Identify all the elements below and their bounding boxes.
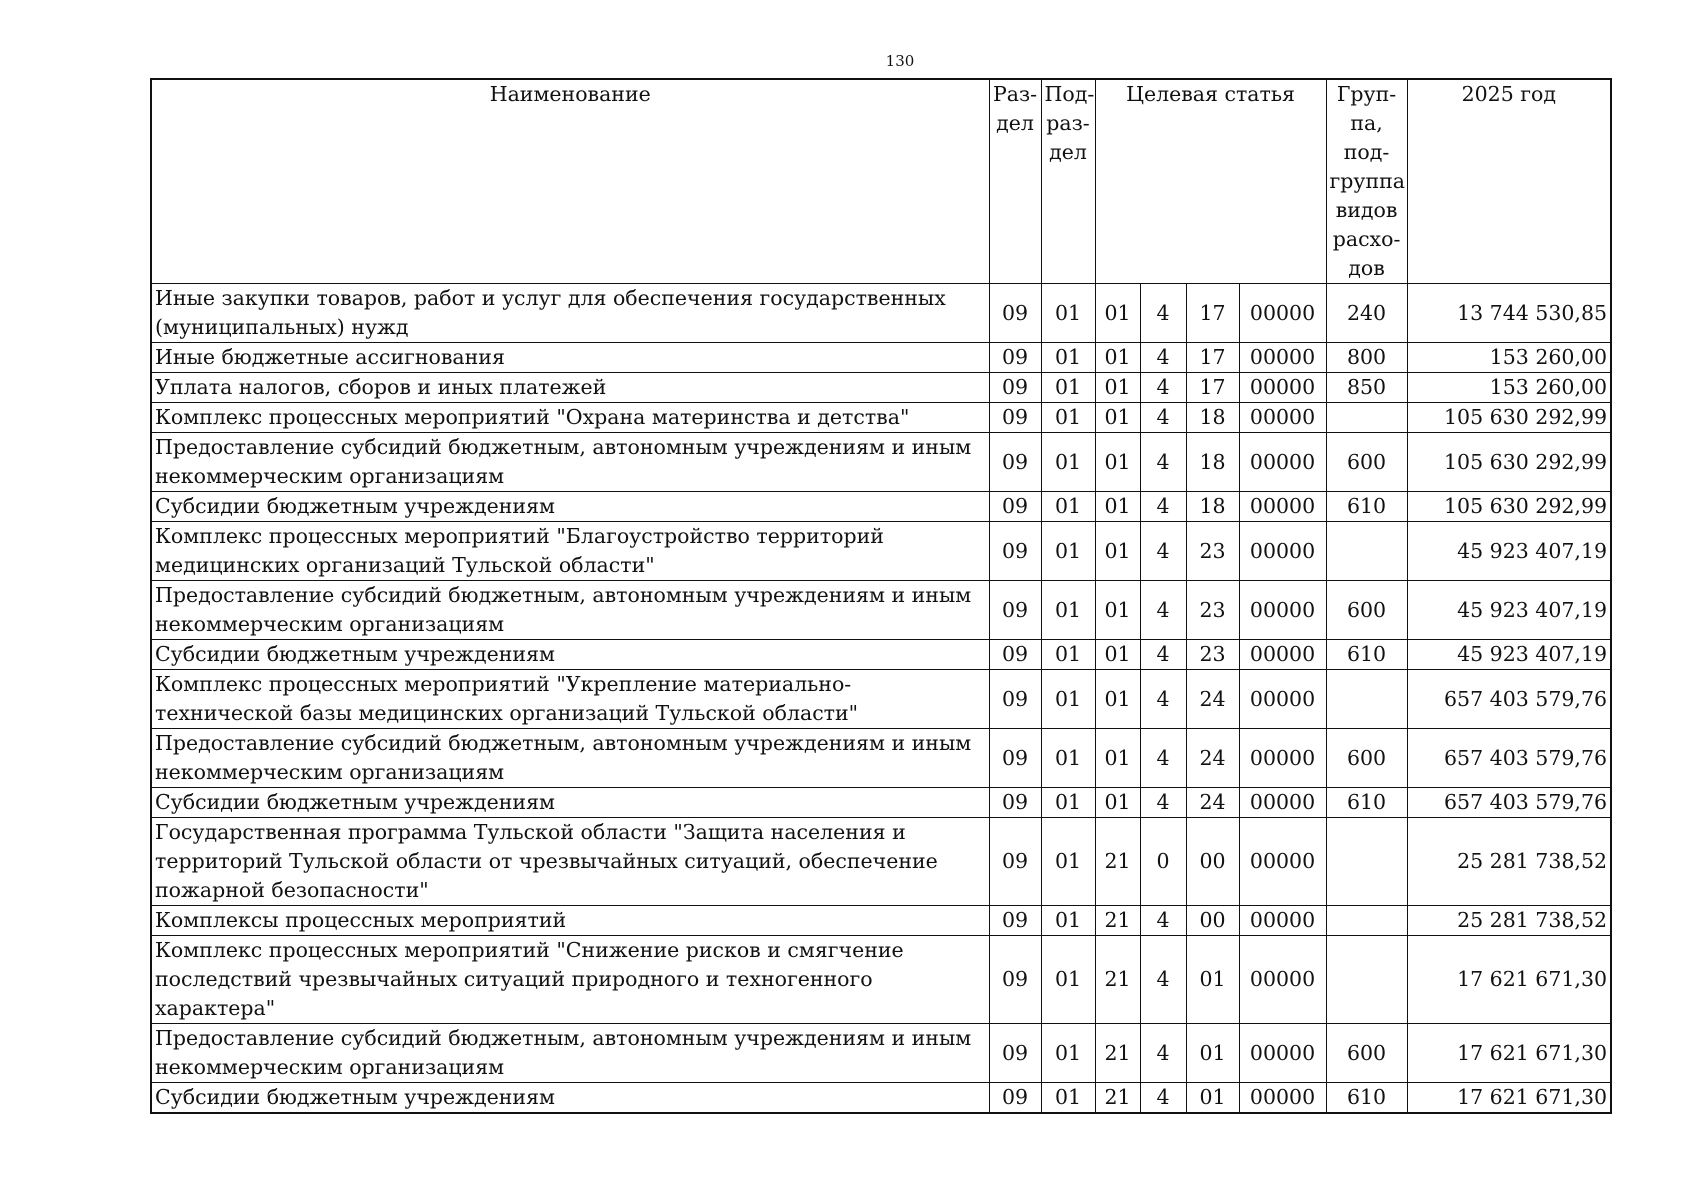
row-podrazdel: 01 (1041, 433, 1095, 492)
row-name: Предоставление субсидий бюджетным, автономным учреждениям и иным некоммерческим организациям (151, 581, 989, 640)
table-row (151, 343, 1611, 373)
row-target-subprogram: 00 (1186, 818, 1239, 906)
row-razdel: 09 (989, 492, 1041, 522)
row-podrazdel: 01 (1041, 1024, 1095, 1083)
row-target-direction: 00000 (1239, 729, 1326, 788)
header-podrazdel (1041, 79, 1095, 284)
row-podrazdel: 01 (1041, 343, 1095, 373)
row-name: Предоставление субсидий бюджетным, автономным учреждениям и иным некоммерческим организациям (151, 1024, 989, 1083)
row-name: Иные бюджетные ассигнования (151, 343, 989, 373)
row-podrazdel: 01 (1041, 403, 1095, 433)
row-expense-group: 850 (1326, 373, 1407, 403)
row-razdel: 09 (989, 788, 1041, 818)
row-expense-group: 610 (1326, 788, 1407, 818)
header-razdel (989, 79, 1041, 284)
table-row (151, 1083, 1611, 1114)
row-target-direction: 00000 (1239, 343, 1326, 373)
row-amount: 45 923 407,19 (1407, 522, 1611, 581)
table-row (151, 729, 1611, 788)
table-row (151, 1024, 1611, 1083)
row-razdel: 09 (989, 284, 1041, 343)
row-target-type: 4 (1140, 492, 1186, 522)
row-target-program: 01 (1095, 670, 1140, 729)
row-name: Комплекс процессных мероприятий "Благоустройство территорий медицинских организаций Тульской области" (151, 522, 989, 581)
row-target-direction: 00000 (1239, 818, 1326, 906)
row-target-direction: 00000 (1239, 522, 1326, 581)
row-target-type: 4 (1140, 1083, 1186, 1114)
row-podrazdel: 01 (1041, 788, 1095, 818)
header-razdel-text: Раз-дел (992, 82, 1038, 135)
row-target-type: 4 (1140, 936, 1186, 1024)
row-target-type: 4 (1140, 670, 1186, 729)
row-podrazdel: 01 (1041, 640, 1095, 670)
row-target-direction: 00000 (1239, 1024, 1326, 1083)
row-razdel: 09 (989, 1024, 1041, 1083)
row-amount: 45 923 407,19 (1407, 581, 1611, 640)
row-podrazdel: 01 (1041, 492, 1095, 522)
row-target-subprogram: 01 (1186, 936, 1239, 1024)
row-target-subprogram: 00 (1186, 906, 1239, 936)
row-target-type: 4 (1140, 373, 1186, 403)
row-target-subprogram: 23 (1186, 640, 1239, 670)
row-razdel: 09 (989, 1083, 1041, 1114)
row-razdel: 09 (989, 433, 1041, 492)
row-amount: 105 630 292,99 (1407, 403, 1611, 433)
table-row (151, 670, 1611, 729)
row-amount: 17 621 671,30 (1407, 1083, 1611, 1114)
row-target-type: 4 (1140, 403, 1186, 433)
row-razdel: 09 (989, 670, 1041, 729)
row-podrazdel: 01 (1041, 670, 1095, 729)
table-row (151, 906, 1611, 936)
row-amount: 13 744 530,85 (1407, 284, 1611, 343)
header-group (1326, 79, 1407, 284)
row-name: Субсидии бюджетным учреждениям (151, 1083, 989, 1114)
row-razdel: 09 (989, 936, 1041, 1024)
row-amount: 17 621 671,30 (1407, 936, 1611, 1024)
row-target-type: 4 (1140, 581, 1186, 640)
table-row (151, 284, 1611, 343)
row-target-program: 21 (1095, 906, 1140, 936)
row-podrazdel: 01 (1041, 1083, 1095, 1114)
row-target-subprogram: 18 (1186, 492, 1239, 522)
row-target-direction: 00000 (1239, 1083, 1326, 1114)
table-row (151, 373, 1611, 403)
row-amount: 153 260,00 (1407, 343, 1611, 373)
row-target-type: 4 (1140, 1024, 1186, 1083)
budget-table (150, 78, 1612, 1114)
row-target-subprogram: 18 (1186, 403, 1239, 433)
table-row (151, 788, 1611, 818)
row-podrazdel: 01 (1041, 522, 1095, 581)
table-row (151, 581, 1611, 640)
row-target-type: 4 (1140, 906, 1186, 936)
row-expense-group: 600 (1326, 729, 1407, 788)
row-target-subprogram: 17 (1186, 343, 1239, 373)
row-target-direction: 00000 (1239, 492, 1326, 522)
row-target-direction: 00000 (1239, 581, 1326, 640)
row-target-program: 01 (1095, 492, 1140, 522)
row-target-subprogram: 01 (1186, 1083, 1239, 1114)
row-expense-group: 600 (1326, 1024, 1407, 1083)
row-name: Государственная программа Тульской области "Защита населения и территорий Тульской области от чрезвычайных ситуаций, обеспечение пожарной безопасности" (151, 818, 989, 906)
row-target-direction: 00000 (1239, 433, 1326, 492)
row-target-direction: 00000 (1239, 284, 1326, 343)
row-name: Субсидии бюджетным учреждениям (151, 492, 989, 522)
header-row (151, 79, 1611, 284)
row-expense-group (1326, 670, 1407, 729)
row-expense-group (1326, 522, 1407, 581)
row-target-program: 21 (1095, 1024, 1140, 1083)
row-amount: 657 403 579,76 (1407, 670, 1611, 729)
row-target-type: 4 (1140, 729, 1186, 788)
table-body (151, 284, 1611, 1114)
row-target-subprogram: 23 (1186, 522, 1239, 581)
row-razdel: 09 (989, 403, 1041, 433)
row-amount: 105 630 292,99 (1407, 433, 1611, 492)
row-name: Комплексы процессных мероприятий (151, 906, 989, 936)
row-name: Субсидии бюджетным учреждениям (151, 788, 989, 818)
row-target-subprogram: 24 (1186, 729, 1239, 788)
row-expense-group: 610 (1326, 1083, 1407, 1114)
row-target-subprogram: 01 (1186, 1024, 1239, 1083)
row-podrazdel: 01 (1041, 581, 1095, 640)
row-expense-group (1326, 403, 1407, 433)
row-amount: 153 260,00 (1407, 373, 1611, 403)
row-amount: 45 923 407,19 (1407, 640, 1611, 670)
row-target-program: 01 (1095, 343, 1140, 373)
row-target-type: 4 (1140, 284, 1186, 343)
row-razdel: 09 (989, 522, 1041, 581)
row-name: Комплекс процессных мероприятий "Охрана материнства и детства" (151, 403, 989, 433)
header-group-text: Груп-па, под-группа видов расхо-дов (1329, 82, 1406, 280)
row-name: Предоставление субсидий бюджетным, автономным учреждениям и иным некоммерческим организациям (151, 433, 989, 492)
row-target-program: 21 (1095, 936, 1140, 1024)
row-razdel: 09 (989, 581, 1041, 640)
row-amount: 17 621 671,30 (1407, 1024, 1611, 1083)
row-podrazdel: 01 (1041, 284, 1095, 343)
row-target-type: 4 (1140, 343, 1186, 373)
row-podrazdel: 01 (1041, 729, 1095, 788)
row-target-direction: 00000 (1239, 670, 1326, 729)
header-year: 2025 год (1407, 79, 1611, 284)
table-row (151, 403, 1611, 433)
row-name: Комплекс процессных мероприятий "Укрепление материально-технической базы медицинских организаций Тульской области" (151, 670, 989, 729)
row-expense-group (1326, 936, 1407, 1024)
row-target-program: 01 (1095, 788, 1140, 818)
header-podrazdel-text: Под-раз-дел (1044, 82, 1095, 164)
row-name: Иные закупки товаров, работ и услуг для обеспечения государственных (муниципальных) нужд (151, 284, 989, 343)
row-expense-group: 610 (1326, 492, 1407, 522)
row-podrazdel: 01 (1041, 818, 1095, 906)
row-expense-group: 610 (1326, 640, 1407, 670)
row-amount: 25 281 738,52 (1407, 906, 1611, 936)
table-row (151, 433, 1611, 492)
row-razdel: 09 (989, 818, 1041, 906)
row-target-program: 01 (1095, 640, 1140, 670)
row-name: Уплата налогов, сборов и иных платежей (151, 373, 989, 403)
row-target-subprogram: 24 (1186, 670, 1239, 729)
row-amount: 657 403 579,76 (1407, 729, 1611, 788)
table-row (151, 936, 1611, 1024)
row-amount: 25 281 738,52 (1407, 818, 1611, 906)
row-target-type: 4 (1140, 522, 1186, 581)
row-target-direction: 00000 (1239, 936, 1326, 1024)
row-razdel: 09 (989, 640, 1041, 670)
row-target-type: 4 (1140, 640, 1186, 670)
page-number: 130 (885, 52, 915, 70)
row-target-direction: 00000 (1239, 373, 1326, 403)
table-row (151, 640, 1611, 670)
row-amount: 657 403 579,76 (1407, 788, 1611, 818)
row-expense-group: 240 (1326, 284, 1407, 343)
row-target-subprogram: 23 (1186, 581, 1239, 640)
table-row (151, 522, 1611, 581)
row-target-type: 4 (1140, 788, 1186, 818)
row-target-program: 01 (1095, 403, 1140, 433)
row-target-program: 21 (1095, 818, 1140, 906)
row-target-program: 01 (1095, 433, 1140, 492)
row-target-program: 01 (1095, 373, 1140, 403)
row-name: Субсидии бюджетным учреждениям (151, 640, 989, 670)
row-target-subprogram: 17 (1186, 284, 1239, 343)
row-target-direction: 00000 (1239, 788, 1326, 818)
table-row (151, 818, 1611, 906)
row-target-direction: 00000 (1239, 403, 1326, 433)
row-expense-group (1326, 906, 1407, 936)
header-name: Наименование (151, 79, 989, 284)
row-target-program: 01 (1095, 522, 1140, 581)
row-razdel: 09 (989, 343, 1041, 373)
row-razdel: 09 (989, 906, 1041, 936)
header-target: Целевая статья (1095, 79, 1326, 284)
row-razdel: 09 (989, 729, 1041, 788)
row-expense-group: 800 (1326, 343, 1407, 373)
row-amount: 105 630 292,99 (1407, 492, 1611, 522)
row-target-type: 4 (1140, 433, 1186, 492)
row-target-program: 01 (1095, 729, 1140, 788)
row-target-direction: 00000 (1239, 906, 1326, 936)
row-podrazdel: 01 (1041, 936, 1095, 1024)
row-expense-group: 600 (1326, 581, 1407, 640)
row-podrazdel: 01 (1041, 906, 1095, 936)
row-expense-group (1326, 818, 1407, 906)
row-name: Предоставление субсидий бюджетным, автономным учреждениям и иным некоммерческим организациям (151, 729, 989, 788)
row-expense-group: 600 (1326, 433, 1407, 492)
table-row (151, 492, 1611, 522)
row-target-program: 01 (1095, 581, 1140, 640)
row-target-program: 01 (1095, 284, 1140, 343)
row-target-subprogram: 24 (1186, 788, 1239, 818)
row-razdel: 09 (989, 373, 1041, 403)
row-target-subprogram: 17 (1186, 373, 1239, 403)
row-name: Комплекс процессных мероприятий "Снижение рисков и смягчение последствий чрезвычайных ситуаций природного и техногенного характера" (151, 936, 989, 1024)
row-target-program: 21 (1095, 1083, 1140, 1114)
row-podrazdel: 01 (1041, 373, 1095, 403)
row-target-type: 0 (1140, 818, 1186, 906)
row-target-subprogram: 18 (1186, 433, 1239, 492)
row-target-direction: 00000 (1239, 640, 1326, 670)
